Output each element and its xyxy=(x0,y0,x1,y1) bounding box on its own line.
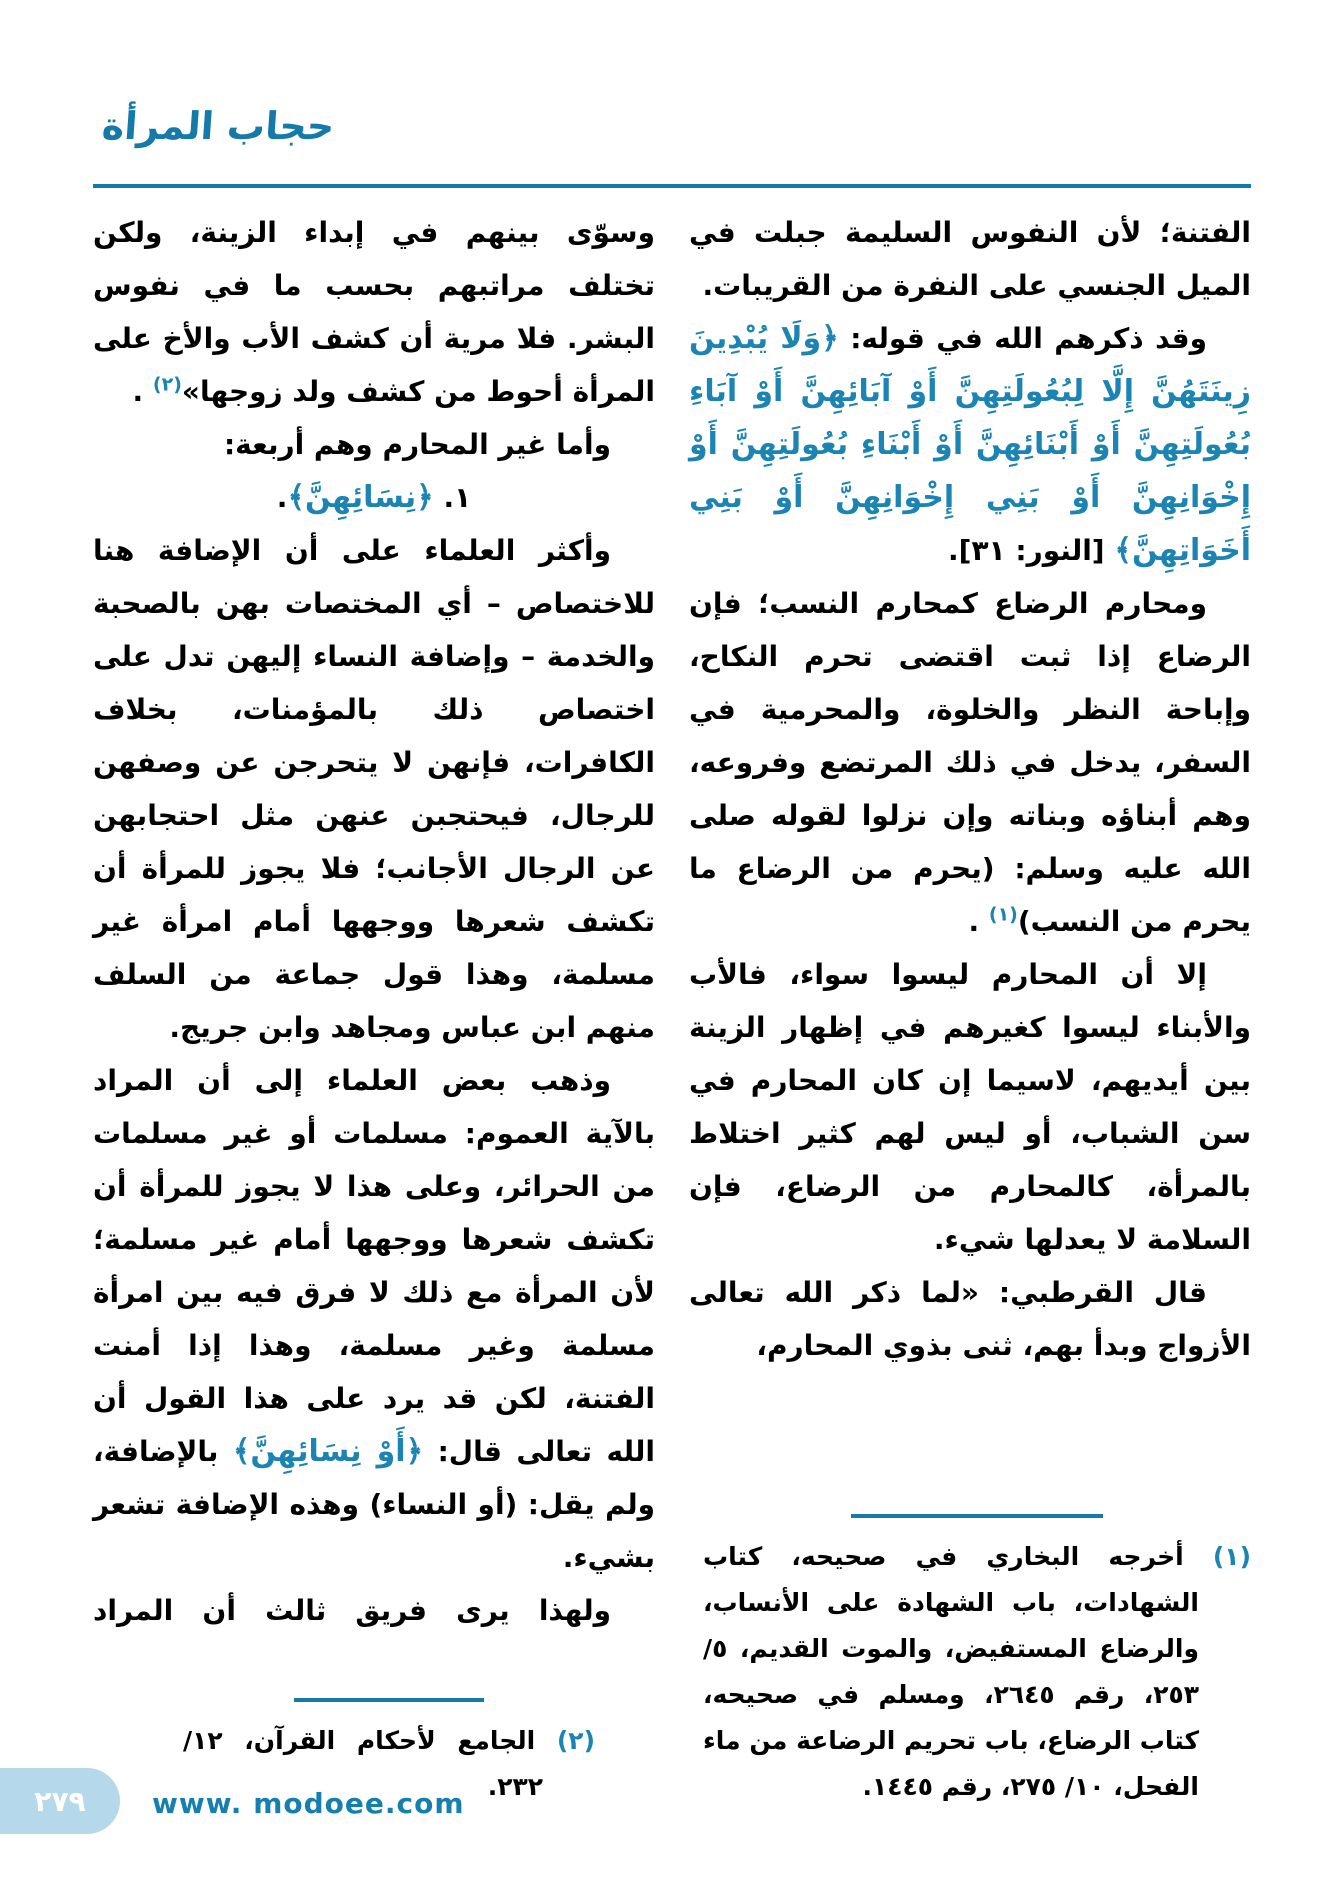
quran-text: ﴿وَلَا يُبْدِينَ زِينَتَهُنَّ إِلَّا لِبُعُولَتِهِنَّ أَوْ آبَائِهِنَّ أَوْ آبَاءِ بُعُولَتِهِنَّ أَوْ أَبْنَائِهِنَّ أَوْ أَبْنَاءِ بُعُولَتِهِنَّ أَوْ إِخْوَانِهِنَّ أَوْ بَنِي إِخْوَانِهِنَّ أَوْ بَنِي أَخَوَاتِهِنَّ﴾ xyxy=(689,321,1251,568)
hadith-text: (يحرم من الرضاع ما يحرم من النسب) xyxy=(689,852,1251,938)
column-left-second xyxy=(93,206,655,1810)
website-url: www. modoee.com xyxy=(152,1787,465,1820)
book-title-logo: حجاب المرأة xyxy=(100,104,336,148)
paragraph xyxy=(93,1584,655,1637)
footnote-body: الجامع لأحكام القرآن، ١٢/ ٢٣٢. xyxy=(183,1726,557,1801)
text-run: وقد ذكرهم الله في قوله: xyxy=(838,322,1207,355)
text-run: ومحارم الرضاع كمحارم النسب؛ فإن الرضاع إذا ثبت اقتضى تحرم النكاح، وإباحة النظر والخلوة، والمحرمية في السفر، يدخل في ذلك المرتضع وفروعه، وهم أبناؤه وبناته وإن نزلوا لقوله صلى الله عليه وسلم: xyxy=(689,587,1251,885)
text-run: . xyxy=(968,905,989,938)
footnote-separator xyxy=(294,1698,484,1702)
footnote-marker: (١) xyxy=(1212,1542,1251,1571)
column-right-first xyxy=(689,206,1251,1810)
paragraph xyxy=(689,577,1251,948)
text-run: ١. xyxy=(433,481,472,514)
paragraph xyxy=(689,1266,1251,1372)
text-run: [النور: ٣١]. xyxy=(948,534,1115,567)
text-run: وسوّى بينهم في إبداء الزينة، ولكن تختلف مراتبهم بحسب ما في نفوس البشر. فلا مرية أن كشف الأب والأخ على المرأة أحوط من كشف ولد زوجها» xyxy=(93,216,655,408)
footnote-block xyxy=(689,1514,1251,1810)
footnote-separator xyxy=(851,1514,1103,1518)
text-run: . xyxy=(132,375,153,408)
text-run: ولهذا يرى فريق ثالث أن المراد xyxy=(93,1594,611,1627)
text-run: بالإضافة، ولم يقل: (أو النساء) وهذه الإضافة تشعر بشيء. xyxy=(93,1435,655,1574)
text-run: . xyxy=(276,481,288,514)
paragraph xyxy=(689,312,1251,577)
page-number-badge xyxy=(0,1768,120,1834)
paragraph xyxy=(93,471,655,524)
paragraph xyxy=(689,948,1251,1266)
text-run: وأما غير المحارم وهم أربعة: xyxy=(223,428,611,461)
quran-text: ﴿أَوْ نِسَائِهِنَّ﴾ xyxy=(232,1434,424,1469)
footnote-body: أخرجه البخاري في صحيحه، كتاب الشهادات، باب الشهادة على الأنساب، والرضاع المستفيض، والموت القديم، ٥/ ٢٥٣، رقم ٢٦٤٥، ومسلم في صحيحه، كتاب الرضاع، باب تحريم الرضاعة من ماء الفحل، ١٠/ ٢٧٥، رقم ١٤٤٥. xyxy=(703,1542,1213,1801)
header-rule xyxy=(93,184,1251,188)
two-column-text xyxy=(93,206,1251,1810)
footnote-ref: (٢) xyxy=(152,373,182,396)
footnote-ref: (١) xyxy=(988,903,1018,926)
page-number: ٢٧٩ xyxy=(34,1784,86,1818)
text-run: قال القرطبي: «لما ذكر الله تعالى الأزواج وبدأ بهم، ثنى بذوي المحارم، xyxy=(689,1276,1251,1362)
paragraph xyxy=(93,1054,655,1584)
text-run: إلا أن المحارم ليسوا سواء، فالأب والأبناء ليسوا كغيرهم في إظهار الزينة بين أيديهم، لاسيما إن كان المحارم في سن الشباب، أو ليس لهم كثير اختلاط بالمرأة، كالمحارم من الرضاع، فإن السلامة لا يعدلها شيء. xyxy=(689,958,1251,1256)
paragraph xyxy=(93,524,655,1054)
quran-text: ﴿نِسَائِهِنَّ﴾ xyxy=(287,480,434,515)
text-run: وأكثر العلماء على أن الإضافة هنا للاختصاص – أي المختصات بهن بالصحبة والخدمة – وإضافة النساء إليهن تدل على اختصاص ذلك بالمؤمنات، بخلاف الكافرات، فإنهن لا يتحرجن عن وصفهن للرجال، فيحتجبن عنهن مثل احتجابهن عن الرجال الأجانب؛ فلا يجوز للمرأة أن تكشف شعرها ووجهها أمام امرأة غير مسلمة، وهذا قول جماعة من السلف منهم ابن عباس ومجاهد وابن جريج. xyxy=(93,534,655,1044)
paragraph xyxy=(93,418,655,471)
footnote-marker: (٢) xyxy=(556,1726,595,1755)
text-run: الفتنة؛ لأن النفوس السليمة جبلت في الميل الجنسي على النفرة من القريبات. xyxy=(689,216,1251,302)
footnote-text xyxy=(703,1534,1251,1810)
paragraph xyxy=(93,206,655,418)
text-run: وذهب بعض العلماء إلى أن المراد بالآية العموم: مسلمات أو غير مسلمات من الحرائر، وعلى هذا لا يجوز للمرأة أن تكشف شعرها ووجهها أمام غير مسلمة؛ لأن المرأة مع ذلك لا فرق فيه بين امرأة مسلمة وغير مسلمة، وهذا إذا أمنت الفتنة، لكن قد يرد على هذا القول أن الله تعالى قال: xyxy=(93,1064,655,1468)
paragraph xyxy=(689,206,1251,312)
